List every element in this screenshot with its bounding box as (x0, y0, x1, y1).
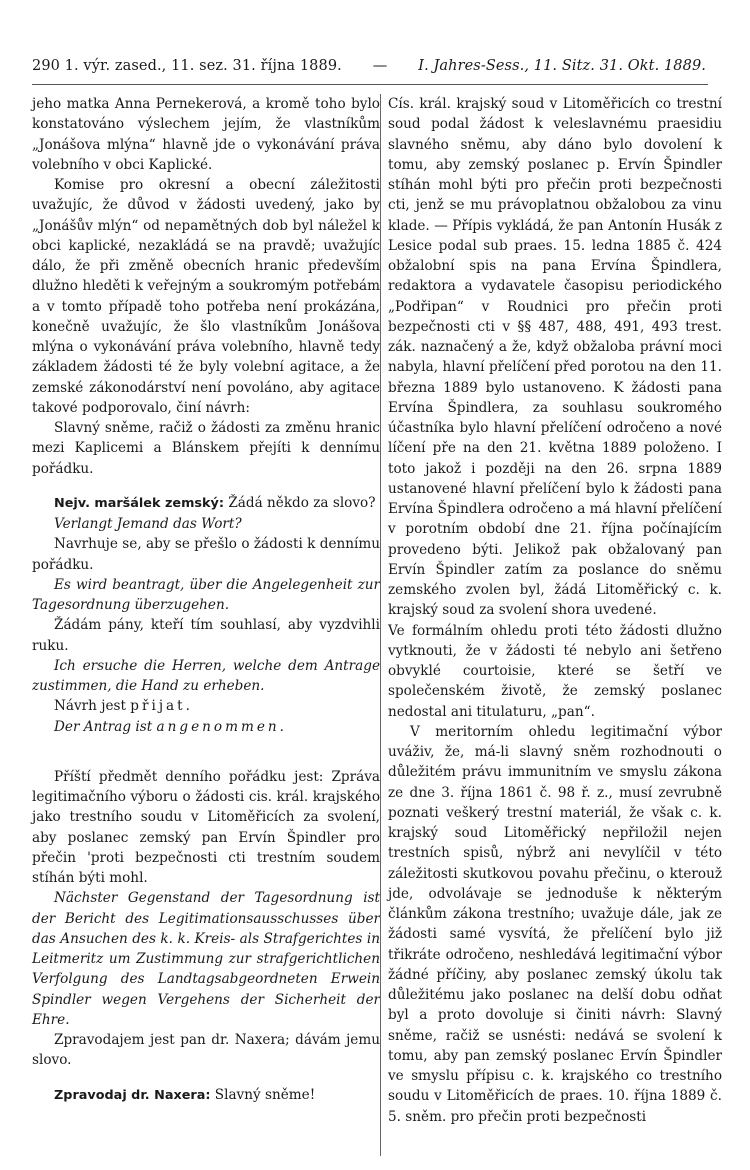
header-right: I. Jahres-Sess., 11. Sitz. 31. Okt. 1889. (418, 58, 706, 74)
paragraph: Žádám pány, kteří tím souhlasí, aby vyzdvihli ruku. (32, 617, 380, 654)
paragraph: jeho matka Anna Pernekerová, a kromě toho bylo konstatováno výslechem jejím, že vlastníkům „Jonášova mlýna“ hlavně jde o vykonávání práva volebního v obci Kaplické. (32, 96, 380, 173)
column-divider (380, 94, 381, 1156)
paragraph-german: Verlangt Jemand das Wort? (54, 516, 242, 532)
paragraph-german (32, 717, 380, 737)
speaker-paragraph (32, 493, 380, 514)
motion-text: Návrh jest (54, 698, 126, 715)
speaker-name: Nejv. maršálek zemský: (54, 495, 225, 511)
paragraph-german: Ich ersuche die Herren, welche dem Antrage zustimmen, die Hand zu erheben. (32, 657, 380, 694)
paragraph: Ve formálním ohledu proti této žádosti dlužno vytknouti, že v žádosti té nebylo ani šetřeno obvyklé courtoisie, které se šetří ve společenském životě, že zemský poslanec nedostal ani titulaturu, „pan“. (388, 622, 722, 720)
header-dash: — (372, 58, 388, 74)
motion-result: angenommen. (156, 718, 287, 735)
page-header (32, 58, 706, 74)
paragraph: Příští předmět denního pořádku jest: Zpráva legitimačního výboru o žádosti cis. král. krajského jako trestního soudu v Litoměřicích za svolení, aby poslanec zemský pan Ervín Špindler pro přečin 'proti bezpečnosti cti trestním soudem stíhán býti mohl. (32, 768, 380, 886)
speaker-name: Zpravodaj dr. Naxera: (54, 1087, 211, 1103)
paragraph: Cís. král. krajský soud v Litoměřicích co trestní soud podal žádost k veleslavnému praesidiu slavného sněmu, aby dáno bylo dovolení k tomu, aby zemský poslanec p. Ervín Špindler stíhán mohl býti pro přečin proti bezpečnosti cti, jenž se mu právoplatnou obžalobou za vinu klade. — Přípis vykládá, že pan Antonín Husák z Lesice podal sub praes. 15. ledna 1885 č. 424 obžalobní spis na pana Ervína Špindlera, redaktora a vydavatele časopisu periodického „Podřipan“ v Roudnici pro přečin proti bezpečnosti cti v §§ 487, 488, 491, 493 trest. zák. naznačený a že, když obžaloba právní moci nabyla, hlavní přelíčení před porotou na den 11. března 1889 bylo ustanoveno. K žádosti pana Ervína Špindlera, za souhlasu soukromého účastníka bylo hlavní přelíčení odročeno a nové líčení pře na den 21. května 1889 položeno. I toto jakož i později na den 26. srpna 1889 ustanovené hlavní přelíčení bylo k žádosti pana Ervína Špindlera odročeno a má hlavní přelíčení v porotním období dne 21. října počínajícím provedeno býti. Jelikož pak obžalovaný pan Ervín Špindler zatím za poslance do sněmu zemského zvolen byl, žádá Litoměřický c. k. krajský soud za svolení shora uvedené. (388, 96, 723, 619)
paragraph: Navrhuje se, aby se přešlo o žádosti k dennímu pořádku. (32, 536, 380, 573)
paragraph: V meritorním ohledu legitimační výbor uváživ, že, má-li slavný sněm rozhodnouti o důležitém právu immunitním ve smyslu zákona ze dne 3. října 1861 č. 98 ř. z., musí zevrubně poznati veškerý trestní materiál, že však c. k. krajský soud Litoměřický nepřiložil nejen trestních spisů, nýbrž ani nevylíčil v této záležitosti skutkovou povahu přečinu, o kterouž jde, odvolávaje se jednoduše k některým článkům zákona trestního; uvažuje dále, jak ze žádosti samé vysvítá, že přelíčení bylo již třikráte odročeno, neshledává legitimační výbor žádné příčiny, aby poslanec zemský úkolu tak důležitému jako poslanec na delší dobu odňat byl a proto dovoluje si činiti návrh: Slavný sněme, račiž se usnésti: nedává se svolení k tomu, aby pan zemský poslanec Ervín Špindler ve smyslu přípisu c. k. krajského co trestního soudu v Litoměřicích de praes. 10. října 1889 č. 5. sněm. pro přečin proti bezpečnosti (388, 723, 722, 1125)
motion-text: Der Antrag ist (54, 718, 153, 735)
paragraph: Komise pro okresní a obecní záležitosti uvažujíc, že důvod v žádosti uvedený, jako by „Jonášův mlýn“ od nepamětných dob byl náležel k obci kaplické, nezakládá se na pravdě; uvažujíc dálo, že při změně obecních hranic především dlužno hleděti k veřejným a soukromým potřebám a v tomto případě toho potřeba není prokázána, konečně uvažujíc, že šlo vlastníkům Jonášova mlýna o vykonávání práva volebního, hlavně tedy základem žádosti té že byly volební agitace, a že zemské zákonodárství není povoláno, aby agitace takové podporovalo, činí návrh: (32, 177, 380, 416)
paragraph (32, 696, 380, 716)
header-rule (32, 84, 708, 85)
paragraph-german: Es wird beantragt, über die Angelegenheit zur Tagesordnung überzugehen. (32, 576, 380, 613)
motion-result: přijat. (130, 698, 193, 715)
speech-text: Slavný sněme! (214, 1086, 316, 1103)
paragraph-german: Nächster Gegenstand der Tagesordnung ist der Bericht des Legitimationsausschusses über das Ansuchen des k. k. Kreis- als Strafgerichtes in Leitmeritz um Zustimmung zur strafgerichtlichen Verfolgung des Landtagsabgeordneten Erwein Spindler wegen Vergehens der Sicherheit der Ehre. (32, 890, 380, 1028)
speaker-paragraph (32, 1085, 380, 1106)
right-column (388, 94, 722, 1127)
speech-text: Žádá někdo za slovo? (228, 494, 376, 511)
left-column (32, 94, 380, 1106)
header-left: 290 1. výr. zased., 11. sez. 31. října 1889. (32, 58, 342, 74)
paragraph: Slavný sněme, račiž o žádosti za změnu hranic mezi Kaplicemi a Blánskem přejíti k dennímu pořádku. (32, 420, 380, 477)
paragraph: Zpravodajem jest pan dr. Naxera; dávám jemu slovo. (32, 1032, 380, 1069)
